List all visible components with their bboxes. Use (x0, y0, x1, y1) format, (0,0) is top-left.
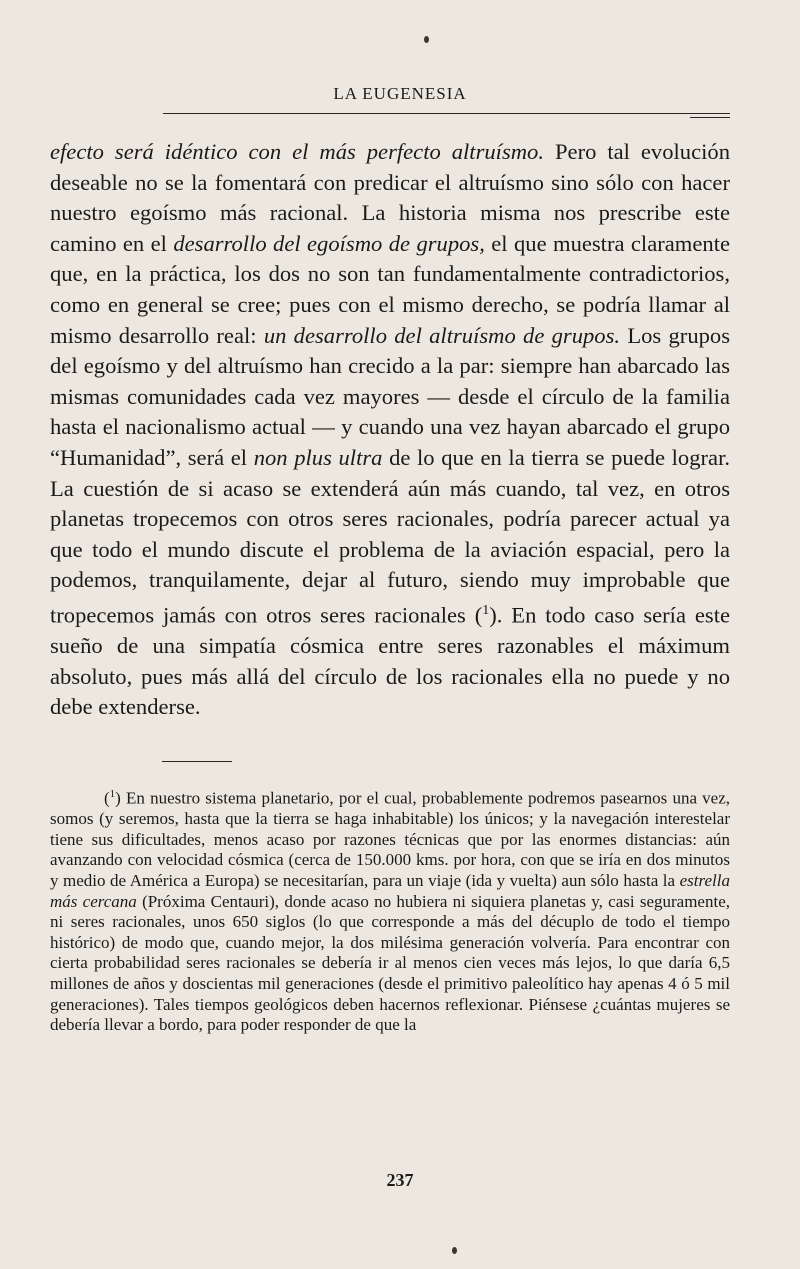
text-run: el que muestra claramente que, en la práctica, los dos no son tan fundamentalmente contradictorios, como en general se cree; pues con el mismo derecho, se podría llamar al mismo desarrollo real: (50, 230, 730, 348)
footnote-marker-close: ) (115, 788, 121, 808)
emphasis-text: un desarrollo del altruísmo de grupos. (263, 322, 621, 348)
main-text (50, 137, 730, 723)
text-run: Los grupos del egoísmo y del altruísmo han crecido a la par: siempre han abarcado las mismas comunidades cada vez mayores — desde el círculo de la familia hasta el nacionalismo actual — y cuando una vez hayan abarcado el grupo “Humanidad”, será el (50, 322, 731, 470)
emphasis-text: desarrollo del egoísmo de grupos, (173, 230, 485, 256)
footnote-rule (162, 761, 232, 762)
footnote-marker-open: ( (104, 788, 110, 808)
running-head: LA EUGENESIA (333, 84, 467, 103)
emphasis-text: non plus ultra (253, 444, 383, 470)
text-run: En nuestro sistema planetario, por el cual, probablemente podremos pasearnos una vez, somos (y seremos, hasta que la tierra se haga inhabitable) los únicos; y la navegación interestelar tiene sus dificultades, menos acaso por razones técnicas que por las enormes distancias: aún avanzando con velocidad cósmica (cerca de 150.000 kms. por hora, con que se iría en dos minutos y medio de América a Europa) se necesitarían, para un viaje (ida y vuelta) aun sólo hasta la (50, 788, 730, 891)
emphasis-text: efecto será idéntico con el más perfecto altruísmo. (50, 139, 545, 164)
footnote-paragraph (50, 784, 730, 1036)
text-run: (Próxima Centauri), donde acaso no hubiera ni siquiera planetas y, casi seguramente, ni seres racionales, unos 650 siglos (lo que corresponde a más del décuplo de todo el tiempo histórico) de modo que, cuando mejor, la dos milésima generación volvería. Para encontrar con cierta probabilidad seres racionales se debería ir al menos cien veces más lejos, lo que daría 6,5 millones de años y doscientas mil generaciones (desde el primitivo paleolítico hay apenas 4 ó 5 mil generaciones). Tales tiempos geológicos deben hacernos reflexionar. Piénsese ¿cuántas mujeres se debería llevar a bordo, para poder responder de que la (50, 891, 730, 1035)
footnote (50, 784, 730, 1036)
page-number: 237 (386, 1170, 414, 1190)
text-run: ). En todo caso sería este sueño de una simpatía cósmica entre seres razonables el máximum absoluto, pues más allá del círculo de los racionales ella no puede y no debe extenderse. (50, 602, 730, 720)
speck-bottom (452, 1247, 457, 1254)
text-run: de lo que en la tierra se puede lograr. La cuestión de si acaso se extenderá aún más cuando, tal vez, en otros planetas tropecemos con otros seres racionales, podría parecer actual ya que todo el mundo discute el problema de la aviación espacial, pero la podemos, tranquilamente, dejar al futuro, siendo muy improbable que tropecemos jamás con otros seres racionales ( (50, 444, 730, 628)
footnote-reference: 1 (482, 602, 490, 618)
header-rule (163, 113, 730, 114)
text-run: Pero tal evolución deseable no se la fomentará con predicar el altruísmo sino sólo con hacer nuestro egoísmo más racional. La historia misma nos prescribe este camino en el (50, 139, 731, 256)
emphasis-text: estrella más cercana (50, 871, 730, 911)
footnote-marker-number: 1 (109, 788, 116, 800)
main-paragraph (50, 137, 730, 723)
header-rule-secondary (690, 117, 730, 118)
speck-top (424, 36, 429, 43)
